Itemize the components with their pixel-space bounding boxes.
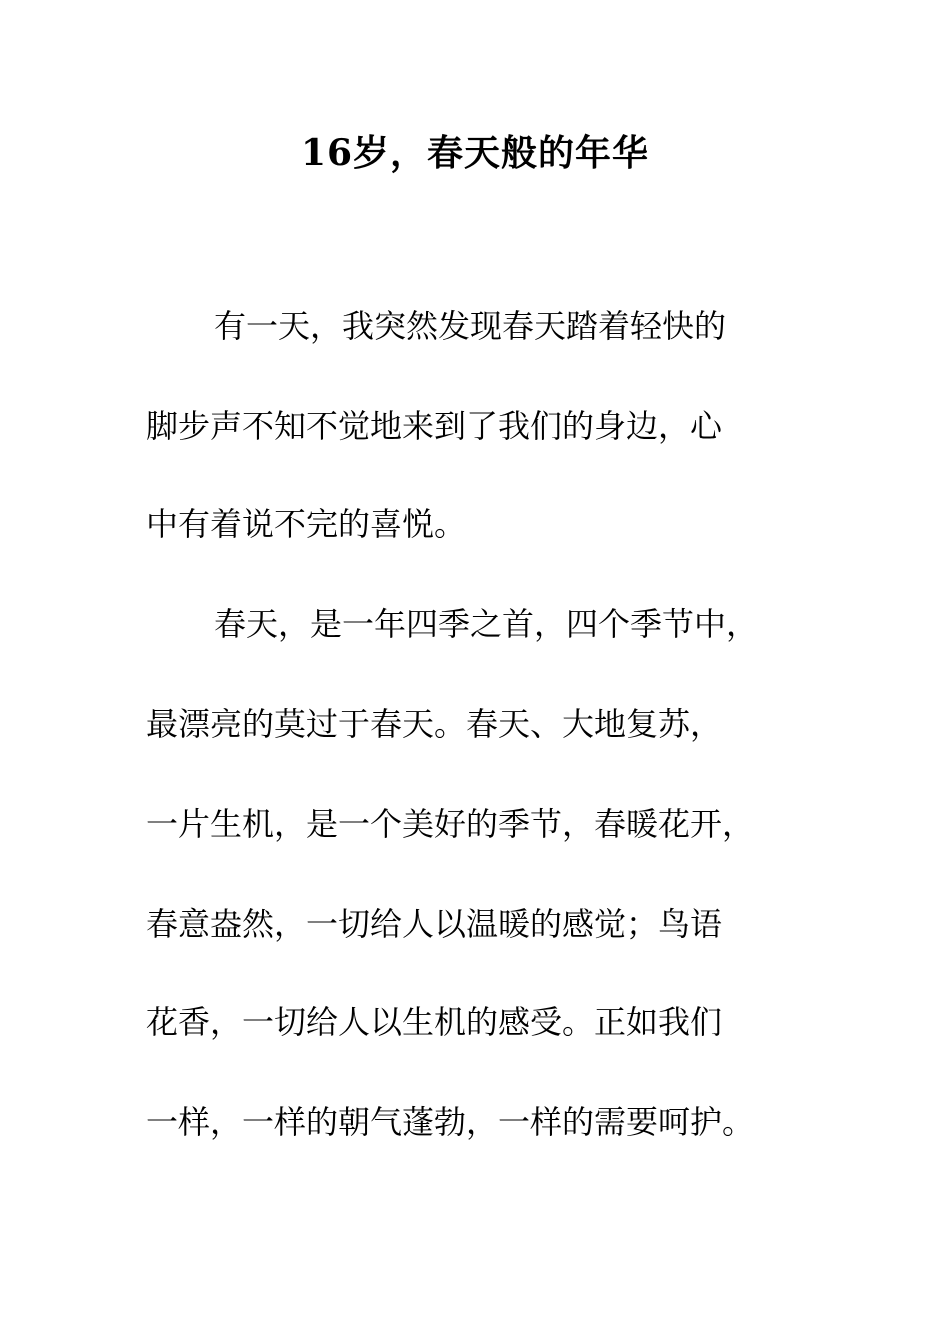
paragraph-line: 有一天，我突然发现春天踏着轻快的 xyxy=(214,307,727,345)
paragraph-line: 春意盎然，一切给人以温暖的感觉；鸟语 xyxy=(146,905,723,943)
paragraph-line: 一样，一样的朝气蓬勃，一样的需要呵护。 xyxy=(146,1103,755,1141)
paragraph-line: 脚步声不知不觉地来到了我们的身边，心 xyxy=(146,407,723,445)
document-title: 16岁，春天般的年华 xyxy=(300,132,650,174)
paragraph-line: 中有着说不完的喜悦。 xyxy=(146,505,467,543)
paragraph-line: 春天，是一年四季之首，四个季节中， xyxy=(214,605,759,643)
paragraph-line: 花香，一切给人以生机的感受。正如我们 xyxy=(146,1003,723,1041)
paragraph-line: 最漂亮的莫过于春天。春天、大地复苏， xyxy=(146,705,723,743)
paragraph-line: 一片生机，是一个美好的季节，春暖花开， xyxy=(146,805,755,843)
